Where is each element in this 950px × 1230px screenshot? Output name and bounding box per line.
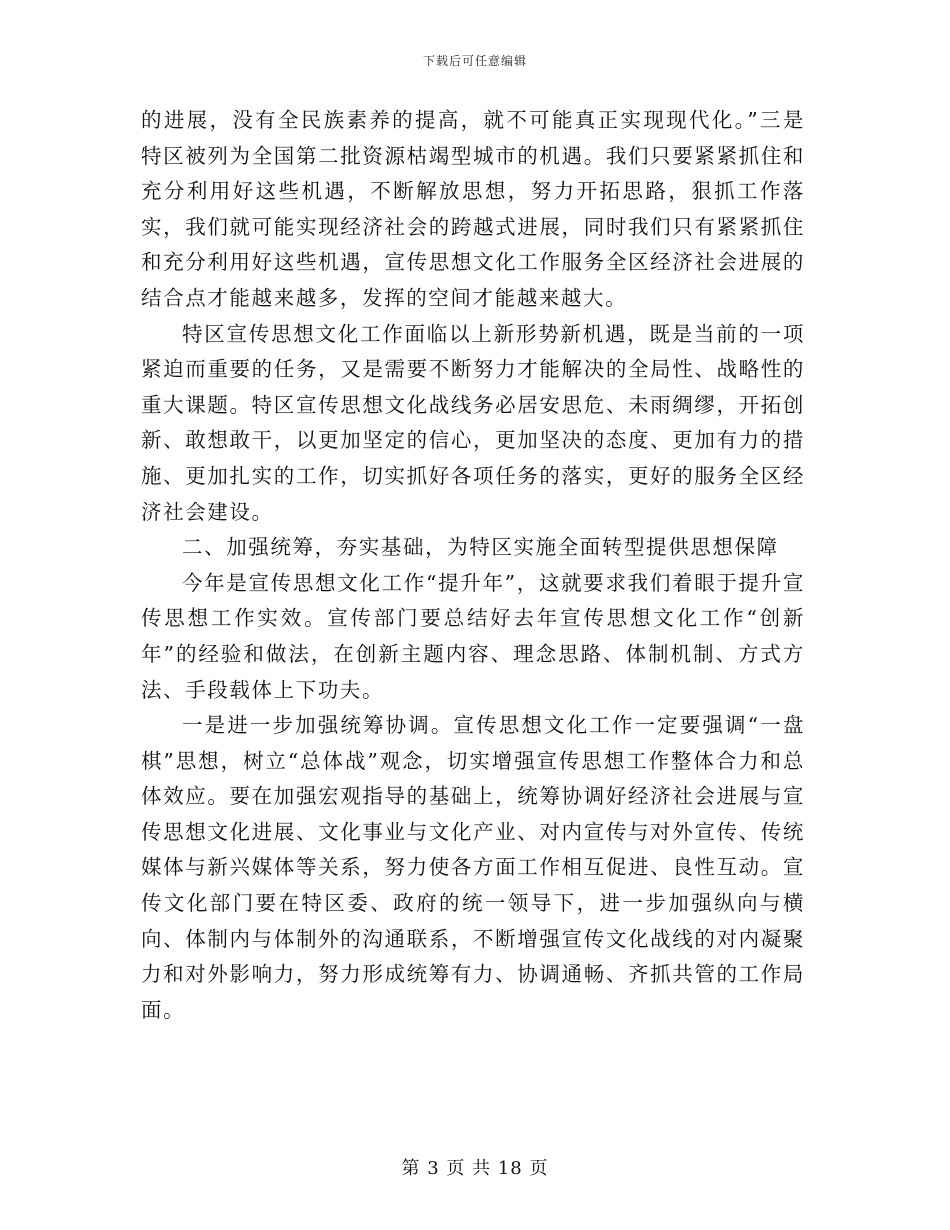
paragraph-2: 特区宣传思想文化工作面临以上新形势新机遇，既是当前的一项紧迫而重要的任务，又是需要不断努力才能解决的全局性、战略性的重大课题。特区宣传思想文化战线务必居安思危、未雨绸缪，开拓创新、敢想敢干，以更加坚定的信心，更加坚决的态度、更加有力的措施、更加扎实的工作，切实抓好各项任务的落实，更好的服务全区经济社会建设。 <box>141 321 805 524</box>
page-header: 下载后可任意编辑 <box>422 54 527 68</box>
document-body <box>141 103 805 1028</box>
paragraph-3: 今年是宣传思想文化工作“提升年”，这就要求我们着眼于提升宣传思想工作实效。宣传部门要总结好去年宣传思想文化工作“创新年”的经验和做法，在创新主题内容、理念思路、体制机制、方式方法、手段载体上下功夫。 <box>141 570 805 702</box>
page-number-footer: 第 3 页 共 18 页 <box>401 1158 549 1179</box>
paragraph-4: 一是进一步加强统筹协调。宣传思想文化工作一定要强调“一盘棋”思想，树立“总体战”观念，切实增强宣传思想工作整体合力和总体效应。要在加强宏观指导的基础上，统筹协调好经济社会进展与宣传思想文化进展、文化事业与文化产业、对内宣传与对外宣传、传统媒体与新兴媒体等关系，努力使各方面工作相互促进、良性互动。宣传文化部门要在特区委、政府的统一领导下，进一步加强纵向与横向、体制内与体制外的沟通联系，不断增强宣传文化战线的对内凝聚力和对外影响力，努力形成统筹有力、协调通畅、齐抓共管的工作局面。 <box>141 713 805 1022</box>
section-heading: 二、加强统筹，夯实基础，为特区实施全面转型提供思想保障 <box>182 535 779 560</box>
paragraph-1: 的进展，没有全民族素养的提高，就不可能真正实现现代化。”三是特区被列为全国第二批资源枯竭型城市的机遇。我们只要紧紧抓住和充分利用好这些机遇，不断解放思想，努力开拓思路，狠抓工作落实，我们就可能实现经济社会的跨越式进展，同时我们只有紧紧抓住和充分利用好这些机遇，宣传思想文化工作服务全区经济社会进展的结合点才能越来越多，发挥的空间才能越来越大。 <box>141 108 805 310</box>
